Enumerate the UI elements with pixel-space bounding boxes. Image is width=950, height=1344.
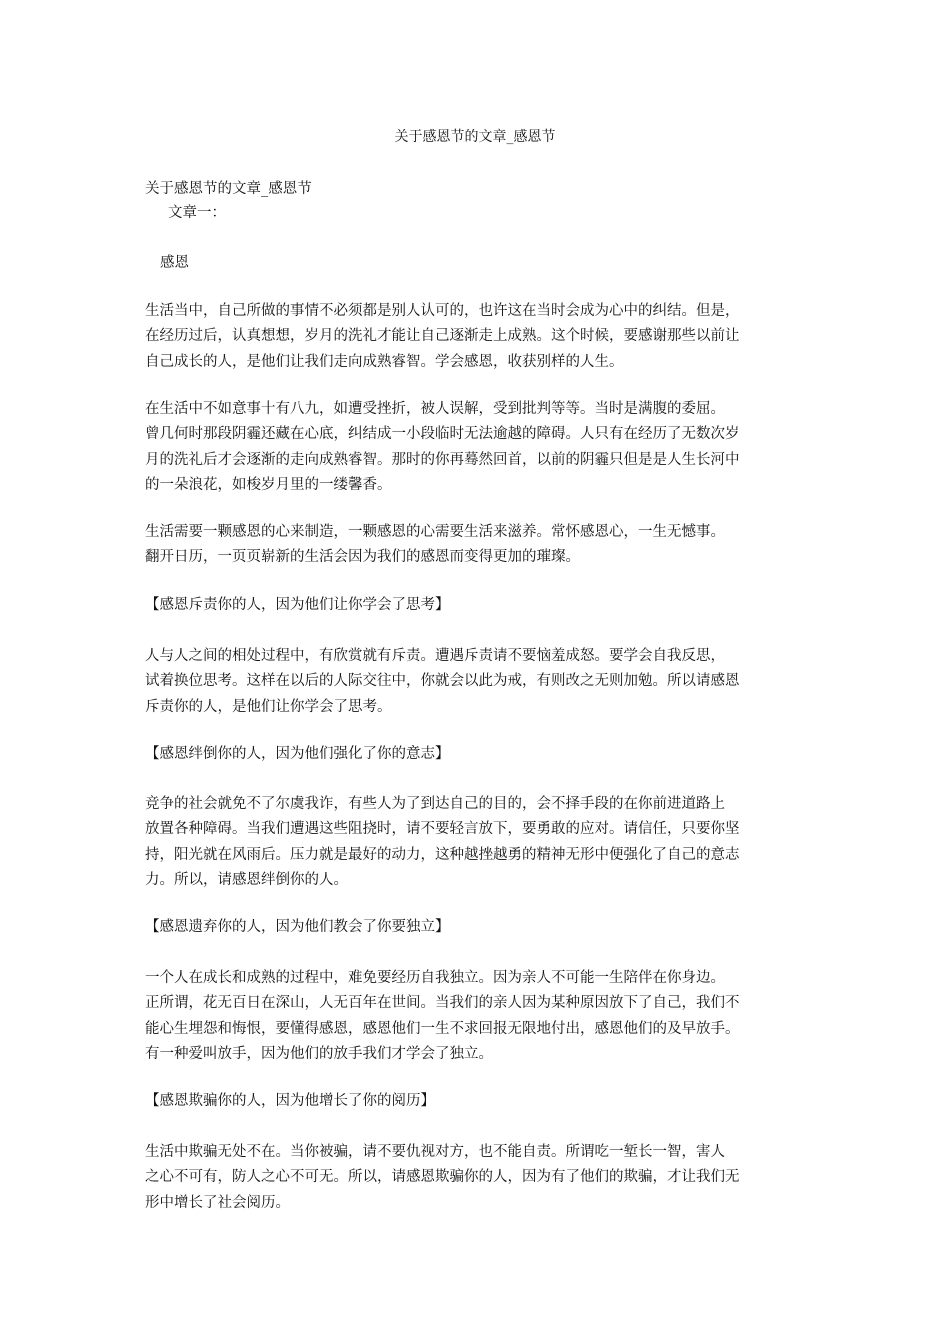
paragraph-line: 翻开日历，一页页崭新的生活会因为我们的感恩而变得更加的璀璨。 — [145, 549, 580, 566]
paragraph-line: 放置各种障碍。当我们遭遇这些阻挠时，请不要轻言放下，要勇敢的应对。请信任，只要你坚 — [145, 821, 740, 838]
paragraph-line: 力。所以，请感恩绊倒你的人。 — [145, 871, 348, 888]
document-subtitle: 关于感恩节的文章_感恩节 — [145, 181, 312, 197]
paragraph — [145, 520, 805, 571]
paragraph-line: 曾几何时那段阴霾还藏在心底，纠结成一小段临时无法逾越的障碍。人只有在经历了无数次岁 — [145, 426, 740, 443]
paragraph-line: 人与人之间的相处过程中，有欣赏就有斥责。遭遇斥责请不要恼羞成怒。要学会自我反思， — [145, 648, 725, 664]
paragraph — [145, 792, 805, 893]
article-label: 文章一： — [168, 205, 226, 221]
essay-title: 感恩 — [160, 255, 189, 271]
paragraph-line: 斥责你的人，是他们让你学会了思考。 — [145, 698, 392, 715]
paragraph-line: 形中增长了社会阅历。 — [145, 1194, 290, 1211]
paragraph — [145, 397, 805, 498]
paragraph-line: 能心生埋怨和悔恨，要懂得感恩，感恩他们一生不求回报无限地付出，感恩他们的及早放手。 — [145, 1020, 740, 1037]
paragraph-line: 【感恩遗弃你的人，因为他们教会了你要独立】 — [145, 919, 450, 935]
paragraph-line: 生活中欺骗无处不在。当你被骗，请不要仇视对方，也不能自责。所谓吃一堑长一智，害人 — [145, 1144, 725, 1160]
section-heading — [145, 742, 805, 767]
paragraph-line: 在生活中不如意事十有八九，如遭受挫折，被人误解，受到批判等等。当时是满腹的委屈。 — [145, 401, 725, 417]
paragraph-line: 持，阳光就在风雨后。压力就是最好的动力，这种越挫越勇的精神无形中便强化了自己的意志 — [145, 846, 740, 863]
paragraph-line: 竞争的社会就免不了尔虞我诈，有些人为了到达自己的目的，会不择手段的在你前进道路上 — [145, 796, 725, 812]
paragraph-line: 生活需要一颗感恩的心来制造，一颗感恩的心需要生活来滋养。常怀感恩心，一生无憾事。 — [145, 524, 725, 540]
paragraph-line: 生活当中，自己所做的事情不必须都是别人认可的，也许这在当时会成为心中的纠结。但是， — [145, 303, 740, 319]
document-title: 关于感恩节的文章_感恩节 — [394, 129, 556, 145]
paragraph-line: 【感恩绊倒你的人，因为他们强化了你的意志】 — [145, 746, 450, 762]
section-heading — [145, 593, 805, 618]
paragraph-line: 在经历过后，认真想想，岁月的洗礼才能让自己逐渐走上成熟。这个时候，要感谢那些以前让 — [145, 328, 740, 345]
paragraph-line: 【感恩斥责你的人，因为他们让你学会了思考】 — [145, 597, 450, 613]
paragraph — [145, 299, 805, 375]
paragraph — [145, 966, 805, 1067]
paragraph — [145, 644, 805, 720]
paragraph-line: 有一种爱叫放手，因为他们的放手我们才学会了独立。 — [145, 1045, 493, 1062]
paragraph-line: 的一朵浪花，如梭岁月里的一缕馨香。 — [145, 476, 392, 493]
paragraph-line: 之心不可有，防人之心不可无。所以，请感恩欺骗你的人，因为有了他们的欺骗，才让我们无 — [145, 1169, 740, 1186]
section-heading — [145, 1089, 805, 1114]
paragraph-line: 自己成长的人，是他们让我们走向成熟睿智。学会感恩，收获别样的人生。 — [145, 353, 624, 370]
paragraph — [145, 1140, 805, 1216]
paragraph-line: 一个人在成长和成熟的过程中，难免要经历自我独立。因为亲人不可能一生陪伴在你身边。 — [145, 970, 725, 986]
paragraph-line: 试着换位思考。这样在以后的人际交往中，你就会以此为戒，有则改之无则加勉。所以请感恩 — [145, 673, 740, 690]
paragraph-line: 【感恩欺骗你的人，因为他增长了你的阅历】 — [145, 1093, 435, 1109]
paragraph-line: 月的洗礼后才会逐渐的走向成熟睿智。那时的你再蓦然回首，以前的阴霾只但是是人生长河中 — [145, 451, 740, 468]
section-heading — [145, 915, 805, 940]
paragraph-line: 正所谓，花无百日在深山，人无百年在世间。当我们的亲人因为某种原因放下了自己，我们不 — [145, 995, 740, 1012]
